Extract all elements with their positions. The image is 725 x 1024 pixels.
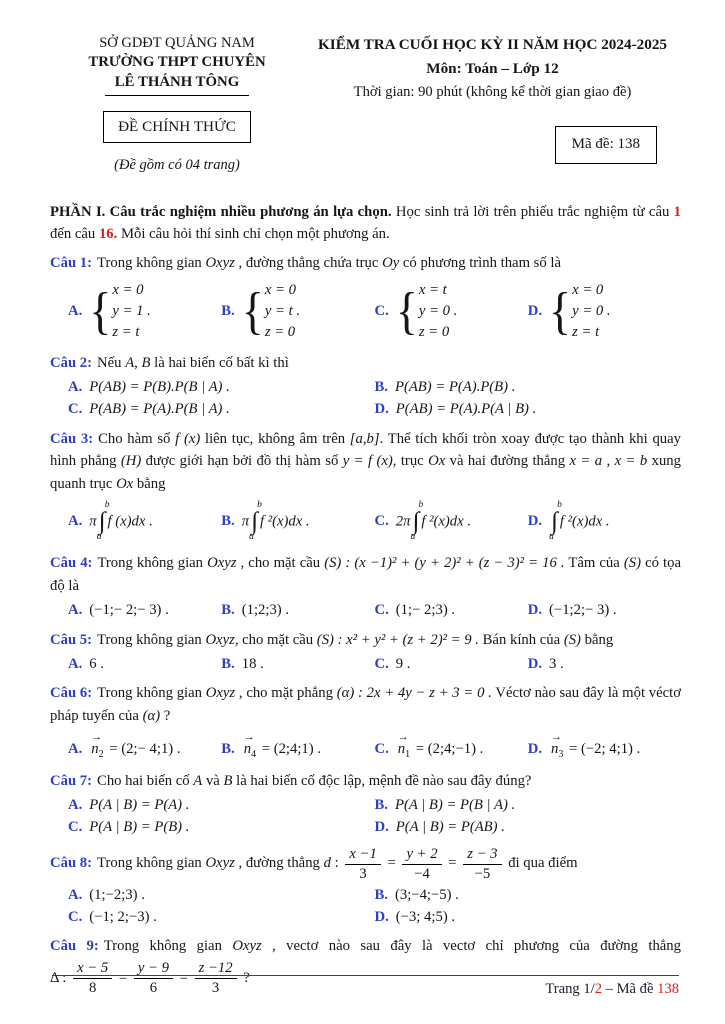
option-body [396, 602, 455, 619]
text-segment: (−1;− 2;− 3) . [89, 602, 169, 619]
option-letter: C. [374, 513, 389, 529]
text-segment: P(A | B) = P(B) . [89, 819, 190, 836]
option [68, 656, 221, 673]
question-6-label: Câu 6: [50, 685, 93, 702]
text-segment: f (x) [175, 430, 201, 447]
text-segment: 9 . [395, 655, 411, 672]
option [68, 909, 375, 926]
option [528, 602, 681, 619]
text-segment: Trong không gian [97, 631, 206, 648]
question-6 [50, 682, 681, 763]
question-2-label: Câu 2: [50, 354, 93, 371]
option [68, 280, 221, 343]
question-8-options [50, 884, 681, 928]
vector-arrow-icon: → [551, 731, 562, 744]
text-segment: Ox [116, 476, 134, 493]
text-segment: = [115, 970, 131, 986]
question-9-text [50, 935, 681, 958]
question-7 [50, 770, 681, 839]
option [221, 280, 374, 343]
option [374, 731, 528, 761]
option-letter: A. [68, 602, 83, 619]
question-2-text [50, 352, 681, 375]
option-body [89, 401, 230, 418]
option-letter: B. [221, 655, 235, 672]
text-segment: Trong không gian [97, 685, 206, 702]
option-letter: C. [374, 602, 389, 619]
option-body [396, 909, 455, 926]
text-segment: bằng [580, 631, 614, 648]
option-body [242, 280, 300, 343]
text-segment: Nếu [97, 354, 126, 371]
text-segment: (−1; 2;−3) . [89, 908, 157, 925]
option [375, 909, 682, 926]
text-segment: Oxyz [205, 685, 236, 702]
option-letter: C. [68, 819, 83, 836]
text-segment: (S) : (x −1)² + (y + 2)² + (z − 3)² = 16 . [324, 555, 565, 571]
option-body [396, 501, 471, 543]
text-segment: (S) : x² + y² + (z + 2)² = 9 . [316, 631, 479, 648]
option-letter: D. [374, 819, 389, 836]
integral: b ∫ a [249, 499, 262, 542]
option-letter: D. [374, 908, 389, 925]
vector-arrow-icon: → [397, 731, 408, 744]
text-segment: 138 [657, 981, 679, 997]
text-segment: A [193, 772, 203, 789]
fraction: $\frac{x - 5}{8}$ [73, 960, 112, 997]
option-letter: C. [374, 302, 389, 319]
question-1-label: Câu 1: [50, 255, 93, 272]
option [68, 501, 221, 543]
question-9-label: Câu 9: [50, 938, 99, 955]
question-6-text [50, 682, 681, 728]
text-segment: 2 [594, 981, 602, 997]
question-1 [50, 252, 681, 344]
text-segment: , cho mặt cầu [234, 631, 317, 648]
option-body [89, 887, 145, 904]
equation-system: { x = 0 y = t . z = 0 [241, 281, 301, 340]
option-letter: D. [527, 602, 543, 619]
text-segment: P(AB) = P(B).P(B | A) . [89, 379, 230, 396]
option [527, 731, 681, 761]
option-letter: C. [68, 401, 83, 418]
text-segment: y = f (x) [342, 453, 393, 470]
text-segment: Cho hàm số [98, 430, 176, 447]
question-4-label: Câu 4: [50, 555, 93, 571]
option-body [395, 379, 515, 396]
option-body [549, 656, 564, 673]
text-segment: , cho mặt cầu [236, 555, 325, 571]
text-segment: 3 . [549, 655, 564, 672]
question-8 [50, 846, 681, 929]
option [68, 731, 221, 761]
question-7-text [50, 770, 681, 793]
option [221, 602, 374, 619]
text-segment: và hai đường thẳng [445, 453, 570, 470]
option-body [242, 602, 289, 619]
text-segment: 6 . [89, 655, 104, 672]
exam-code-wrap [304, 126, 681, 164]
option [375, 797, 682, 814]
exam-code-badge: Mã đề: 138 [555, 126, 657, 164]
option-letter: A. [68, 886, 83, 903]
option [375, 401, 682, 418]
option-body [396, 280, 458, 343]
question-2 [50, 352, 681, 421]
question-5 [50, 629, 681, 676]
option [528, 501, 681, 543]
equation-system: { x = 0 y = 1 . z = t [89, 281, 151, 340]
text-segment: = (2;4;1) . [258, 741, 322, 758]
option-letter: B. [221, 302, 235, 319]
text-segment: Oxyz [205, 631, 235, 648]
option-letter: B. [221, 602, 235, 619]
text-segment: P(AB) = P(A).P(A | B) . [395, 401, 537, 418]
text-segment: P(AB) = P(A).P(B) . [394, 379, 516, 396]
text-segment: , đường thẳng chứa trục [234, 255, 383, 272]
option [221, 501, 374, 543]
option [68, 887, 375, 904]
text-segment: đi qua điểm [504, 855, 578, 872]
option [221, 731, 374, 761]
text-segment: π [89, 512, 97, 529]
brace-glyph: { [89, 281, 112, 339]
text-segment: (1;2;3) . [241, 602, 290, 619]
brace-glyph: { [241, 281, 264, 339]
text-segment: có phương trình tham số là [399, 255, 561, 272]
text-segment: x = b [614, 453, 648, 470]
question-5-options [50, 653, 681, 675]
text-segment: 1 [673, 204, 681, 221]
text-segment: P(A | B) = P(AB) . [395, 819, 505, 836]
option-letter: B. [374, 886, 388, 903]
text-segment: , [134, 354, 142, 371]
option-letter: B. [374, 797, 388, 814]
text-segment: được giới hạn bởi đồ thị hàm số [141, 453, 343, 470]
brace-glyph: { [395, 281, 418, 339]
text-segment: bằng [133, 476, 166, 493]
vector-arrow-icon: → [243, 731, 254, 744]
option-letter: D. [527, 302, 543, 319]
question-3-label: Câu 3: [50, 430, 94, 447]
option-letter: D. [374, 401, 389, 418]
text-segment: , cho mặt phẳng [235, 685, 337, 702]
fraction: $\frac{z - 3}{-5}$ [463, 846, 501, 883]
fraction: $\frac{z -12}{3}$ [195, 960, 237, 997]
option-body [89, 731, 181, 761]
question-7-options [50, 795, 681, 839]
exam-duration: Thời gian: 90 phút (không kể thời gian giao đề) [353, 84, 632, 101]
text-segment: Mỗi câu hỏi thí sinh chỉ chọn một phương án. [117, 226, 390, 243]
option-body [89, 819, 189, 836]
question-4 [50, 552, 681, 622]
question-3 [50, 428, 681, 545]
option-body [89, 501, 152, 543]
option [375, 819, 682, 836]
text-segment: là hai biến cố bất kì thì [150, 354, 289, 371]
option-letter: A. [68, 513, 83, 529]
text-segment: , [602, 453, 615, 470]
text-segment: = (2;4;−1) . [412, 741, 484, 758]
option-body [89, 379, 230, 396]
text-segment: = [175, 970, 192, 986]
option [68, 379, 375, 396]
question-3-text [50, 428, 681, 496]
text-segment: Oxyz [207, 555, 237, 571]
text-segment: Oxyz [205, 855, 235, 872]
text-segment: Oy [382, 255, 400, 272]
question-5-text [50, 629, 681, 652]
footer-page-info [52, 981, 679, 998]
option [375, 280, 528, 343]
brace-glyph: { [549, 281, 572, 339]
text-segment: : [330, 855, 343, 872]
option-body [395, 797, 515, 814]
option-body [549, 602, 617, 619]
text-segment: = [444, 855, 461, 872]
text-segment: f ²(x)dx . [559, 512, 610, 529]
fraction: $\frac{y - 9}{6}$ [134, 960, 173, 997]
option-body [242, 501, 310, 543]
text-segment: Cho hai biến cố [97, 772, 194, 789]
option-body [396, 656, 411, 673]
option-letter: A. [68, 797, 83, 814]
option [375, 501, 528, 543]
text-segment: B [141, 354, 151, 371]
text-segment: , vectơ nào sau đây là vectơ chỉ phương của đường thẳng [261, 938, 681, 955]
exam-title: KIỂM TRA CUỐI HỌC KỲ II NĂM HỌC 2024-2025 [317, 36, 668, 53]
option-body [549, 280, 611, 343]
text-segment: , đường thẳng [234, 855, 324, 872]
option-letter: A. [68, 741, 83, 758]
option-letter: B. [221, 741, 235, 758]
text-segment: Học sinh trả lời trên phiếu trắc nghiệm từ câu [391, 204, 674, 221]
text-segment: (3;−4;−5) . [394, 886, 459, 903]
text-segment: Bán kính của [478, 631, 564, 648]
option-letter: C. [68, 908, 83, 925]
question-8-text [50, 846, 681, 883]
text-segment: = [383, 855, 400, 872]
option [68, 401, 375, 418]
text-segment: Oxyz [232, 938, 262, 955]
text-segment: Tâm của [564, 555, 624, 571]
text-segment: f ²(x)dx . [421, 512, 472, 529]
option [528, 656, 681, 673]
official-exam-badge: ĐỀ CHÍNH THỨC [103, 111, 251, 143]
option-body [549, 731, 641, 761]
option [221, 656, 374, 673]
question-7-label: Câu 7: [50, 772, 93, 789]
text-segment: Trong không gian [103, 938, 233, 955]
text-segment: Trong không gian [97, 855, 206, 872]
question-4-options [50, 600, 681, 622]
text-segment: (S) [623, 555, 642, 571]
text-segment: = (−2; 4;1) . [565, 741, 641, 758]
text-segment: Trong không gian [97, 255, 206, 272]
vector-arrow-icon: → [91, 731, 102, 744]
text-segment: . Thể tích khối tròn xoay được tạo thành khi quay hình phẳng [50, 430, 681, 470]
option-letter: C. [374, 655, 389, 672]
text-segment: PHẦN I. Câu trắc nghiệm nhiều phương án lựa chọn. [50, 204, 392, 221]
text-segment: P(A | B) = P(A) . [89, 797, 190, 814]
question-6-options [50, 731, 681, 763]
text-segment: d [323, 855, 331, 872]
text-segment: Oxyz [205, 255, 235, 272]
option-body [89, 656, 104, 673]
text-segment: x = a [569, 453, 603, 470]
fraction: $\frac{x -1}{3}$ [345, 846, 380, 883]
question-3-options [50, 498, 681, 545]
text-segment: – Mã đề [601, 981, 658, 997]
vector: → $n_1$ [397, 731, 411, 761]
text-segment: f ²(x)dx . [259, 512, 310, 529]
option [68, 602, 221, 619]
option [68, 797, 375, 814]
option-letter: A. [68, 302, 83, 319]
page-footer [52, 975, 679, 998]
text-segment: ? [239, 970, 250, 986]
footer-divider [52, 975, 679, 976]
header-left-column [50, 34, 304, 175]
option [375, 379, 682, 396]
option-body [549, 501, 610, 543]
text-segment: Trang 1/ [545, 981, 595, 997]
text-segment: ? [160, 708, 171, 725]
text-segment: , trục [392, 453, 429, 470]
option-body [242, 656, 264, 673]
school-name-line1: TRƯỜNG THPT CHUYÊN [88, 54, 266, 71]
vector: → $n_4$ [243, 731, 257, 761]
text-segment: Trong không gian [97, 555, 208, 571]
header-right-column [304, 34, 681, 175]
school-name-line2: LÊ THÁNH TÔNG [50, 73, 304, 97]
text-segment: đến câu [50, 226, 99, 243]
page-count-note: (Đề gồm có 04 trang) [114, 157, 240, 174]
option-body [242, 731, 322, 761]
question-1-options [50, 277, 681, 345]
option-letter: B. [221, 513, 235, 529]
option [528, 280, 681, 343]
exam-subject: Môn: Toán – Lớp 12 [426, 60, 559, 78]
vector: → $n_3$ [551, 731, 564, 761]
text-segment: (1;−2;3) . [89, 886, 145, 903]
option-body [89, 797, 189, 814]
text-segment: (S) [563, 631, 581, 648]
text-segment: = (2;− 4;1) . [105, 741, 181, 758]
option-body [396, 819, 505, 836]
option [375, 887, 682, 904]
text-segment: (H) [120, 453, 142, 470]
option-body [89, 909, 157, 926]
option-letter: A. [68, 655, 83, 672]
text-segment: B [223, 772, 233, 789]
text-segment: (α) [142, 708, 161, 725]
text-segment: (α) : 2x + 4y − z + 3 = 0 . [336, 685, 492, 702]
text-segment: Véctơ nào sau đây là một véctơ pháp tuyến của [50, 685, 682, 725]
option [375, 602, 528, 619]
text-segment: A [125, 354, 135, 371]
page-header [50, 34, 681, 175]
text-segment: Ox [428, 453, 446, 470]
text-segment: 2π [395, 512, 411, 529]
department-name: SỞ GDĐT QUẢNG NAM [99, 35, 255, 51]
text-segment: (−3; 4;5) . [395, 908, 456, 925]
text-segment: có tọa độ là [50, 555, 681, 594]
option-letter: D. [527, 655, 543, 672]
text-segment: P(A | B) = P(B | A) . [394, 797, 516, 814]
option-body [89, 602, 169, 619]
integral: b ∫ a [96, 499, 110, 542]
integral: b ∫ a [549, 499, 562, 542]
fraction: $\frac{y + 2}{-4}$ [402, 846, 441, 883]
option-letter: A. [68, 379, 83, 396]
text-segment: [a,b] [349, 430, 380, 447]
text-segment: 16. [98, 226, 118, 243]
question-5-label: Câu 5: [50, 631, 93, 648]
option-letter: D. [527, 741, 543, 758]
option-body [89, 280, 151, 343]
option-letter: D. [527, 513, 543, 529]
option-body [396, 401, 537, 418]
text-segment: (1;− 2;3) . [395, 602, 456, 619]
option [375, 656, 528, 673]
text-segment: 18 . [241, 655, 264, 672]
option-body [396, 731, 484, 761]
text-segment: Δ : [50, 970, 71, 986]
equation-system: { x = t y = 0 . z = 0 [395, 281, 458, 340]
option-letter: C. [374, 741, 389, 758]
text-segment: (−1;2;− 3) . [549, 602, 617, 619]
option [68, 819, 375, 836]
question-1-text [50, 252, 681, 275]
question-2-options [50, 377, 681, 421]
question-8-label: Câu 8: [50, 855, 93, 872]
text-segment: liên tục, không âm trên [200, 430, 350, 447]
official-box-wrap [50, 96, 304, 143]
text-segment: xung quanh trục [50, 453, 681, 493]
text-segment: f (x)dx . [107, 512, 153, 529]
vector: → $n_2$ [91, 731, 104, 761]
text-segment: là hai biến cố độc lập, mệnh đề nào sau đây đúng? [232, 772, 532, 789]
part1-heading [50, 201, 681, 245]
option-letter: B. [374, 379, 388, 396]
text-segment: và [202, 772, 224, 789]
question-4-text [50, 552, 681, 598]
text-segment: P(AB) = P(A).P(B | A) . [89, 401, 230, 418]
text-segment: π [241, 512, 250, 529]
integral: b ∫ a [410, 499, 424, 542]
option-body [395, 887, 459, 904]
equation-system: { x = 0 y = 0 . z = t [549, 281, 611, 340]
